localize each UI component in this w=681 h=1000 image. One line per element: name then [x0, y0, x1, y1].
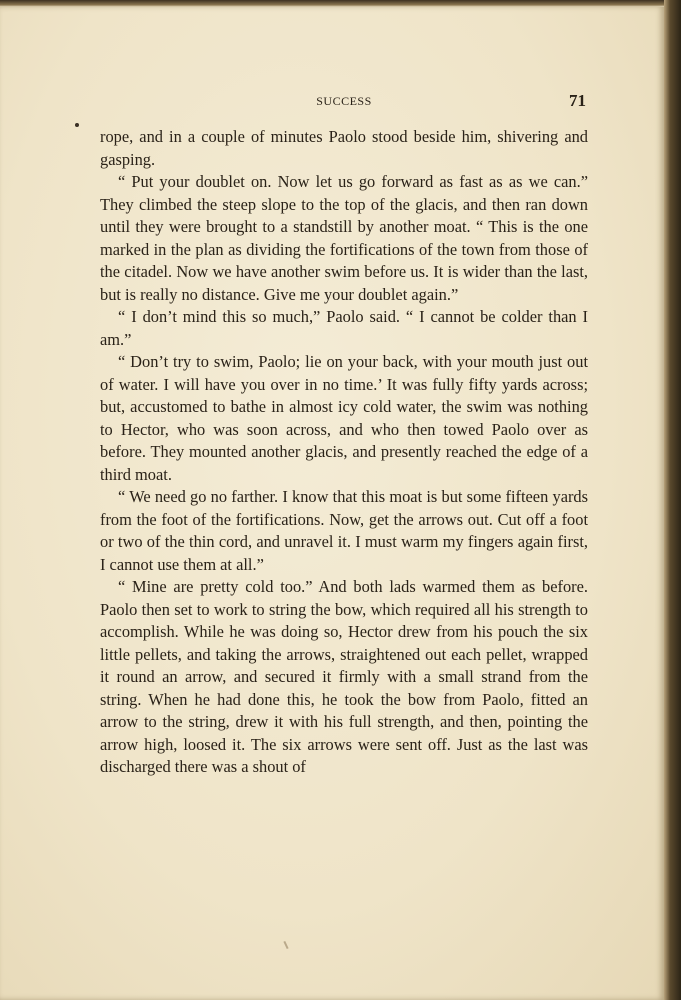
running-head: SUCCESS	[316, 94, 372, 108]
paragraph: “ Mine are pretty cold too.” And both lads warmed them as before. Paolo then set to work to string the bow, which required all his strength to accomplish. While he was doing so, Hector drew from his pouch the six little pellets, and taking the arrows, straightened out each pellet, wrapped it round an arrow, and secured it firmly with a small strand from the string. When he had done this, he took the bow from Paolo, fitted an arrow to the string, drew it with his full strength, and then, pointing the arrow high, loosed it. The six arrows were sent off. Just as the last was discharged there was a shout of	[100, 577, 588, 776]
book-page	[0, 6, 664, 1000]
page-header	[100, 91, 588, 115]
paragraph: “ Put your doublet on. Now let us go forward as fast as as we can.” They climbed the steep slope to the top of the glacis, and then ran down until they were brought to a standstill by another moat. “ This is the one marked in the plan as dividing the fortifications of the town from those of the citadel. Now we have another swim before us. It is wider than the last, but is really no distance. Give me your doublet again.”	[100, 172, 588, 304]
stray-mark	[283, 941, 288, 949]
page-edge-top	[0, 0, 681, 7]
paragraph: rope, and in a couple of minutes Paolo stood beside him, shivering and gasping.	[100, 127, 588, 169]
paragraph: “ Don’t try to swim, Paolo; lie on your back, with your mouth just out of water. I will have you over in no time.’ It was fully fifty yards across; but, accustomed to bathe in almost icy cold water, the swim was nothing to Hector, who was soon across, and who then towed Paolo over as before. They mounted another glacis, and presently reached the edge of a third moat.	[100, 352, 588, 484]
body-text	[100, 126, 588, 779]
margin-dot	[75, 123, 79, 127]
paragraph: “ We need go no farther. I know that this moat is but some fifteen yards from the foot of the fortifications. Now, get the arrows out. Cut off a foot or two of the thin cord, and unravel it. I must warm my fingers again first, I cannot use them at all.”	[100, 487, 588, 574]
page-number: 71	[569, 91, 586, 110]
page-edge-right	[664, 0, 681, 1000]
paragraph: “ I don’t mind this so much,” Paolo said. “ I cannot be colder than I am.”	[100, 307, 588, 349]
